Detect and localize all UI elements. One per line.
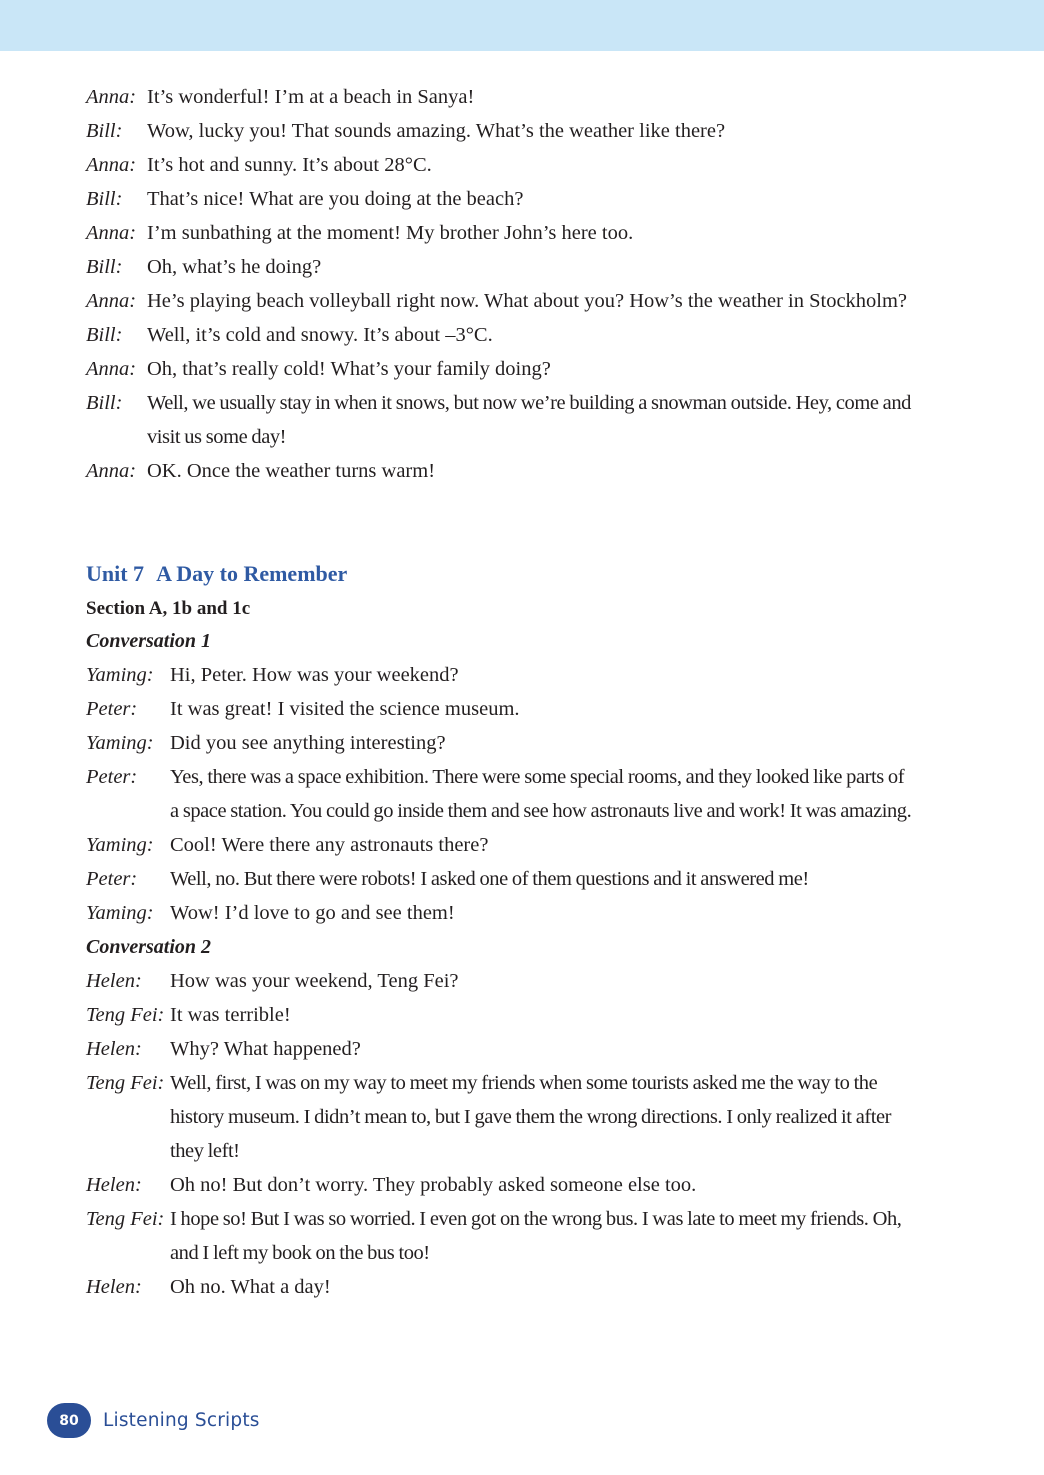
dialogue-line xyxy=(86,692,916,726)
speaker-label: Yaming: xyxy=(86,834,154,856)
speaker-label: Yaming: xyxy=(86,664,154,686)
speaker-label: Bill: xyxy=(86,324,123,346)
conversation-2-title: Conversation 2 xyxy=(86,936,212,958)
speaker-label: Teng Fei: xyxy=(86,1004,165,1026)
utterance: Oh no. What a day! xyxy=(170,1276,331,1298)
utterance: I’m sunbathing at the moment! My brother John’s here too. xyxy=(147,222,634,244)
utterance: He’s playing beach volleyball right now. What about you? How’s the weather in Stockholm? xyxy=(147,290,908,312)
utterance: It was great! I visited the science museum. xyxy=(170,698,520,720)
speaker-label: Yaming: xyxy=(86,902,154,924)
dialogue-line xyxy=(86,284,916,318)
dialogue-line xyxy=(86,998,916,1032)
dialogue-line xyxy=(86,1202,916,1270)
utterance: Well, it’s cold and snowy. It’s about –3°C. xyxy=(147,324,493,346)
utterance: It was terrible! xyxy=(170,1004,291,1026)
utterance: Wow, lucky you! That sounds amazing. What’s the weather like there? xyxy=(147,120,726,142)
dialogue-line xyxy=(86,1066,916,1168)
dialogue-line xyxy=(86,216,916,250)
section-heading: Section A, 1b and 1c xyxy=(86,598,251,619)
speaker-label: Peter: xyxy=(86,698,138,720)
dialogue-line xyxy=(86,352,916,386)
utterance: OK. Once the weather turns warm! xyxy=(147,460,436,482)
utterance: How was your weekend, Teng Fei? xyxy=(170,970,459,992)
utterance: Well, first, I was on my way to meet my friends when some tourists asked me the way to the history museum. I didn’t mean to, but I gave them the wrong directions. I only realized it after they left! xyxy=(170,1072,892,1162)
utterance: I hope so! But I was so worried. I even got on the wrong bus. I was late to meet my friends. Oh, and I left my book on the bus too! xyxy=(170,1208,902,1264)
speaker-label: Helen: xyxy=(86,1276,142,1298)
speaker-label: Helen: xyxy=(86,1038,142,1060)
speaker-label: Peter: xyxy=(86,766,138,788)
speaker-label: Bill: xyxy=(86,392,123,414)
speaker-label: Bill: xyxy=(86,256,123,278)
dialogue-line xyxy=(86,114,916,148)
dialogue-line xyxy=(86,182,916,216)
utterance: Did you see anything interesting? xyxy=(170,732,446,754)
speaker-label: Anna: xyxy=(86,460,137,482)
utterance: Well, we usually stay in when it snows, but now we’re building a snowman outside. Hey, come and visit us some day! xyxy=(147,392,911,448)
dialogue-line xyxy=(86,1168,916,1202)
dialogue-line xyxy=(86,148,916,182)
utterance: Well, no. But there were robots! I asked one of them questions and it answered me! xyxy=(170,868,809,890)
unit-title: A Day to Remember xyxy=(156,561,348,586)
dialogue-line xyxy=(86,1032,916,1066)
dialogue-line xyxy=(86,658,916,692)
dialogue-line xyxy=(86,760,916,828)
utterance: It’s wonderful! I’m at a beach in Sanya! xyxy=(147,86,475,108)
top-color-band xyxy=(0,0,1044,51)
utterance: Oh, what’s he doing? xyxy=(147,256,322,278)
dialogue-line xyxy=(86,726,916,760)
dialogue-anna-bill xyxy=(86,80,916,488)
utterance: Hi, Peter. How was your weekend? xyxy=(170,664,459,686)
speaker-label: Teng Fei: xyxy=(86,1072,165,1094)
dialogue-line xyxy=(86,896,916,930)
dialogue-line xyxy=(86,80,916,114)
utterance: Yes, there was a space exhibition. There were some special rooms, and they looked like parts of a space station. You could go inside them and see how astronauts live and work! It was amazing. xyxy=(170,766,912,822)
utterance: Why? What happened? xyxy=(170,1038,361,1060)
unit-heading xyxy=(86,558,347,590)
dialogue-line xyxy=(86,250,916,284)
speaker-label: Anna: xyxy=(86,86,137,108)
speaker-label: Yaming: xyxy=(86,732,154,754)
speaker-label: Teng Fei: xyxy=(86,1208,165,1230)
dialogue-line xyxy=(86,386,916,454)
conversation-1-title: Conversation 1 xyxy=(86,630,212,652)
speaker-label: Helen: xyxy=(86,1174,142,1196)
page-footer xyxy=(47,1403,260,1438)
dialogue-line xyxy=(86,1270,916,1304)
utterance: That’s nice! What are you doing at the beach? xyxy=(147,188,524,210)
unit-number: Unit 7 xyxy=(86,561,145,586)
speaker-label: Anna: xyxy=(86,154,137,176)
speaker-label: Anna: xyxy=(86,222,137,244)
speaker-label: Bill: xyxy=(86,120,123,142)
dialogue-line xyxy=(86,964,916,998)
speaker-label: Anna: xyxy=(86,290,137,312)
footer-title: Listening Scripts xyxy=(103,1410,260,1431)
utterance: Oh, that’s really cold! What’s your family doing? xyxy=(147,358,551,380)
utterance: Oh no! But don’t worry. They probably asked someone else too. xyxy=(170,1174,697,1196)
utterance: Wow! I’d love to go and see them! xyxy=(170,902,455,924)
dialogue-line xyxy=(86,454,916,488)
utterance: Cool! Were there any astronauts there? xyxy=(170,834,489,856)
conversations xyxy=(86,624,916,1304)
dialogue-line xyxy=(86,862,916,896)
speaker-label: Anna: xyxy=(86,358,137,380)
speaker-label: Bill: xyxy=(86,188,123,210)
dialogue-line xyxy=(86,828,916,862)
speaker-label: Helen: xyxy=(86,970,142,992)
utterance: It’s hot and sunny. It’s about 28°C. xyxy=(147,154,432,176)
dialogue-line xyxy=(86,318,916,352)
speaker-label: Peter: xyxy=(86,868,138,890)
page-number-badge: 80 xyxy=(47,1403,91,1438)
